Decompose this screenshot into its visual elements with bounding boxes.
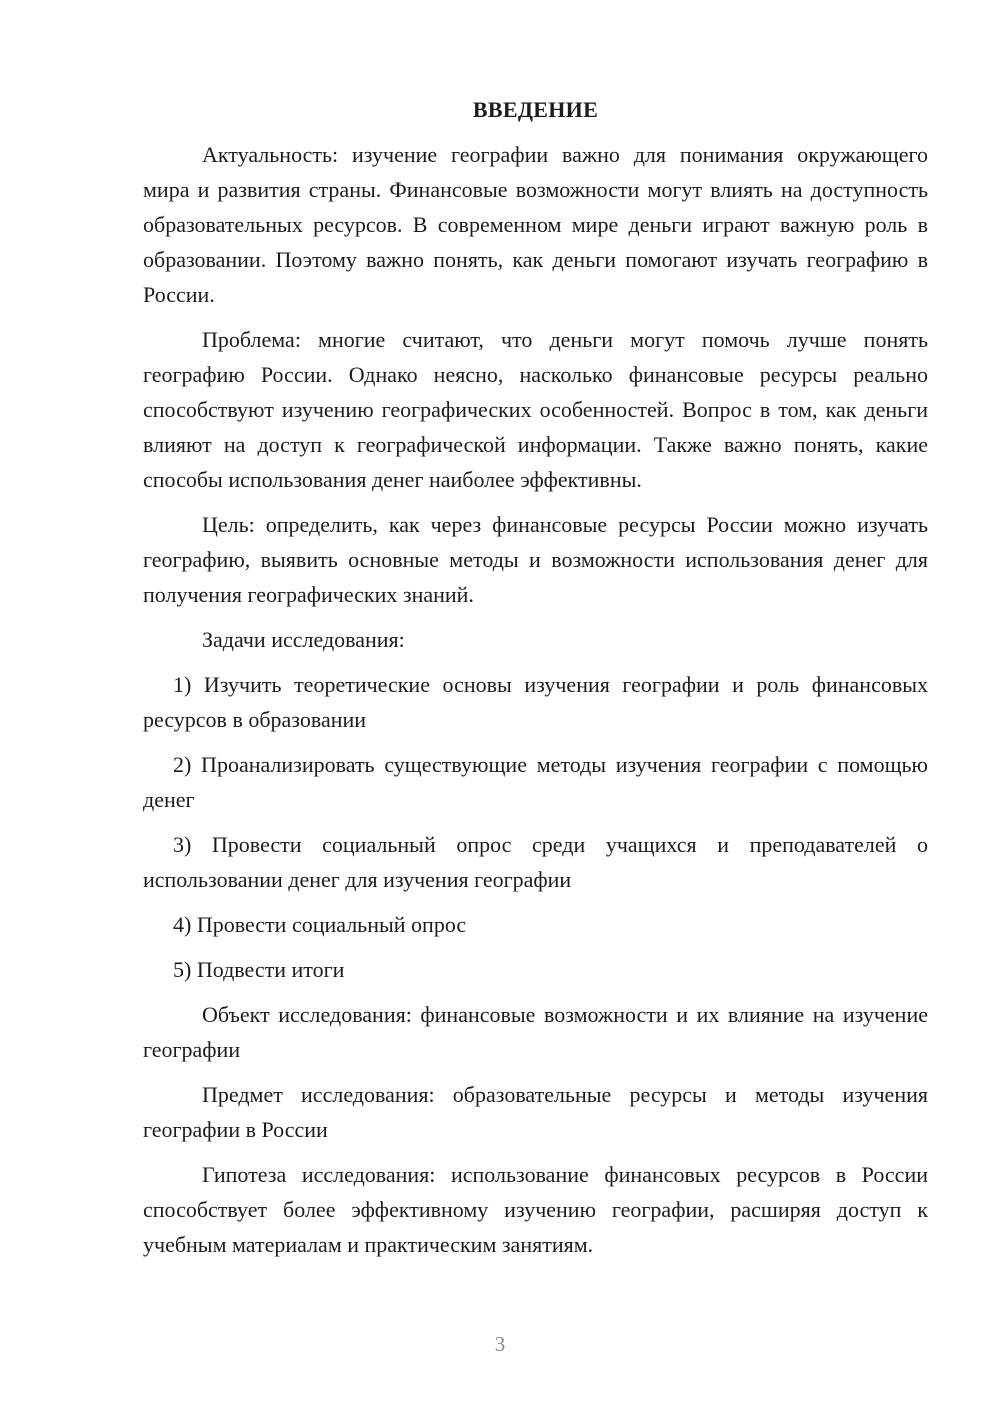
task-item: 5) Подвести итоги: [173, 957, 345, 982]
hypothesis-paragraph: Гипотеза исследования: использование финансовых ресурсов в России способствует более эффективному изучению географии, расширяя доступ к учебным материалам и практическим занятиям.: [143, 1162, 928, 1257]
problem-paragraph: Проблема: многие считают, что деньги могут помочь лучше понять географию России. Однако неясно, насколько финансовые ресурсы реально способствуют изучению географических особенностей. Вопрос в том, как деньги влияют на доступ к географической информации. Также важно понять, какие способы использования денег наиболее эффективны.: [143, 327, 928, 492]
task-item: 2) Проанализировать существующие методы изучения географии с помощью денег: [143, 752, 928, 812]
task-item: 4) Провести социальный опрос: [173, 912, 467, 937]
page-number: 3: [494, 1332, 506, 1356]
subject-paragraph: Предмет исследования: образовательные ресурсы и методы изучения географии в России: [143, 1082, 928, 1142]
task-item: 3) Провести социальный опрос среди учащихся и преподавателей о использовании денег для изучения географии: [143, 832, 928, 892]
goal-paragraph: Цель: определить, как через финансовые ресурсы России можно изучать географию, выявить основные методы и возможности использования денег для получения географических знаний.: [143, 512, 928, 607]
tasks-heading: Задачи исследования:: [202, 627, 405, 652]
relevance-paragraph: Актуальность: изучение географии важно для понимания окружающего мира и развития страны. Финансовые возможности могут влиять на доступность образовательных ресурсов. В современном мире деньги играют важную роль в образовании. Поэтому важно понять, как деньги помогают изучать географию в России.: [143, 142, 928, 307]
task-item: 1) Изучить теоретические основы изучения географии и роль финансовых ресурсов в образовании: [143, 672, 928, 732]
object-paragraph: Объект исследования: финансовые возможности и их влияние на изучение географии: [143, 1002, 928, 1062]
page-title: ВВЕДЕНИЕ: [472, 97, 599, 122]
document-page: [143, 92, 928, 1272]
